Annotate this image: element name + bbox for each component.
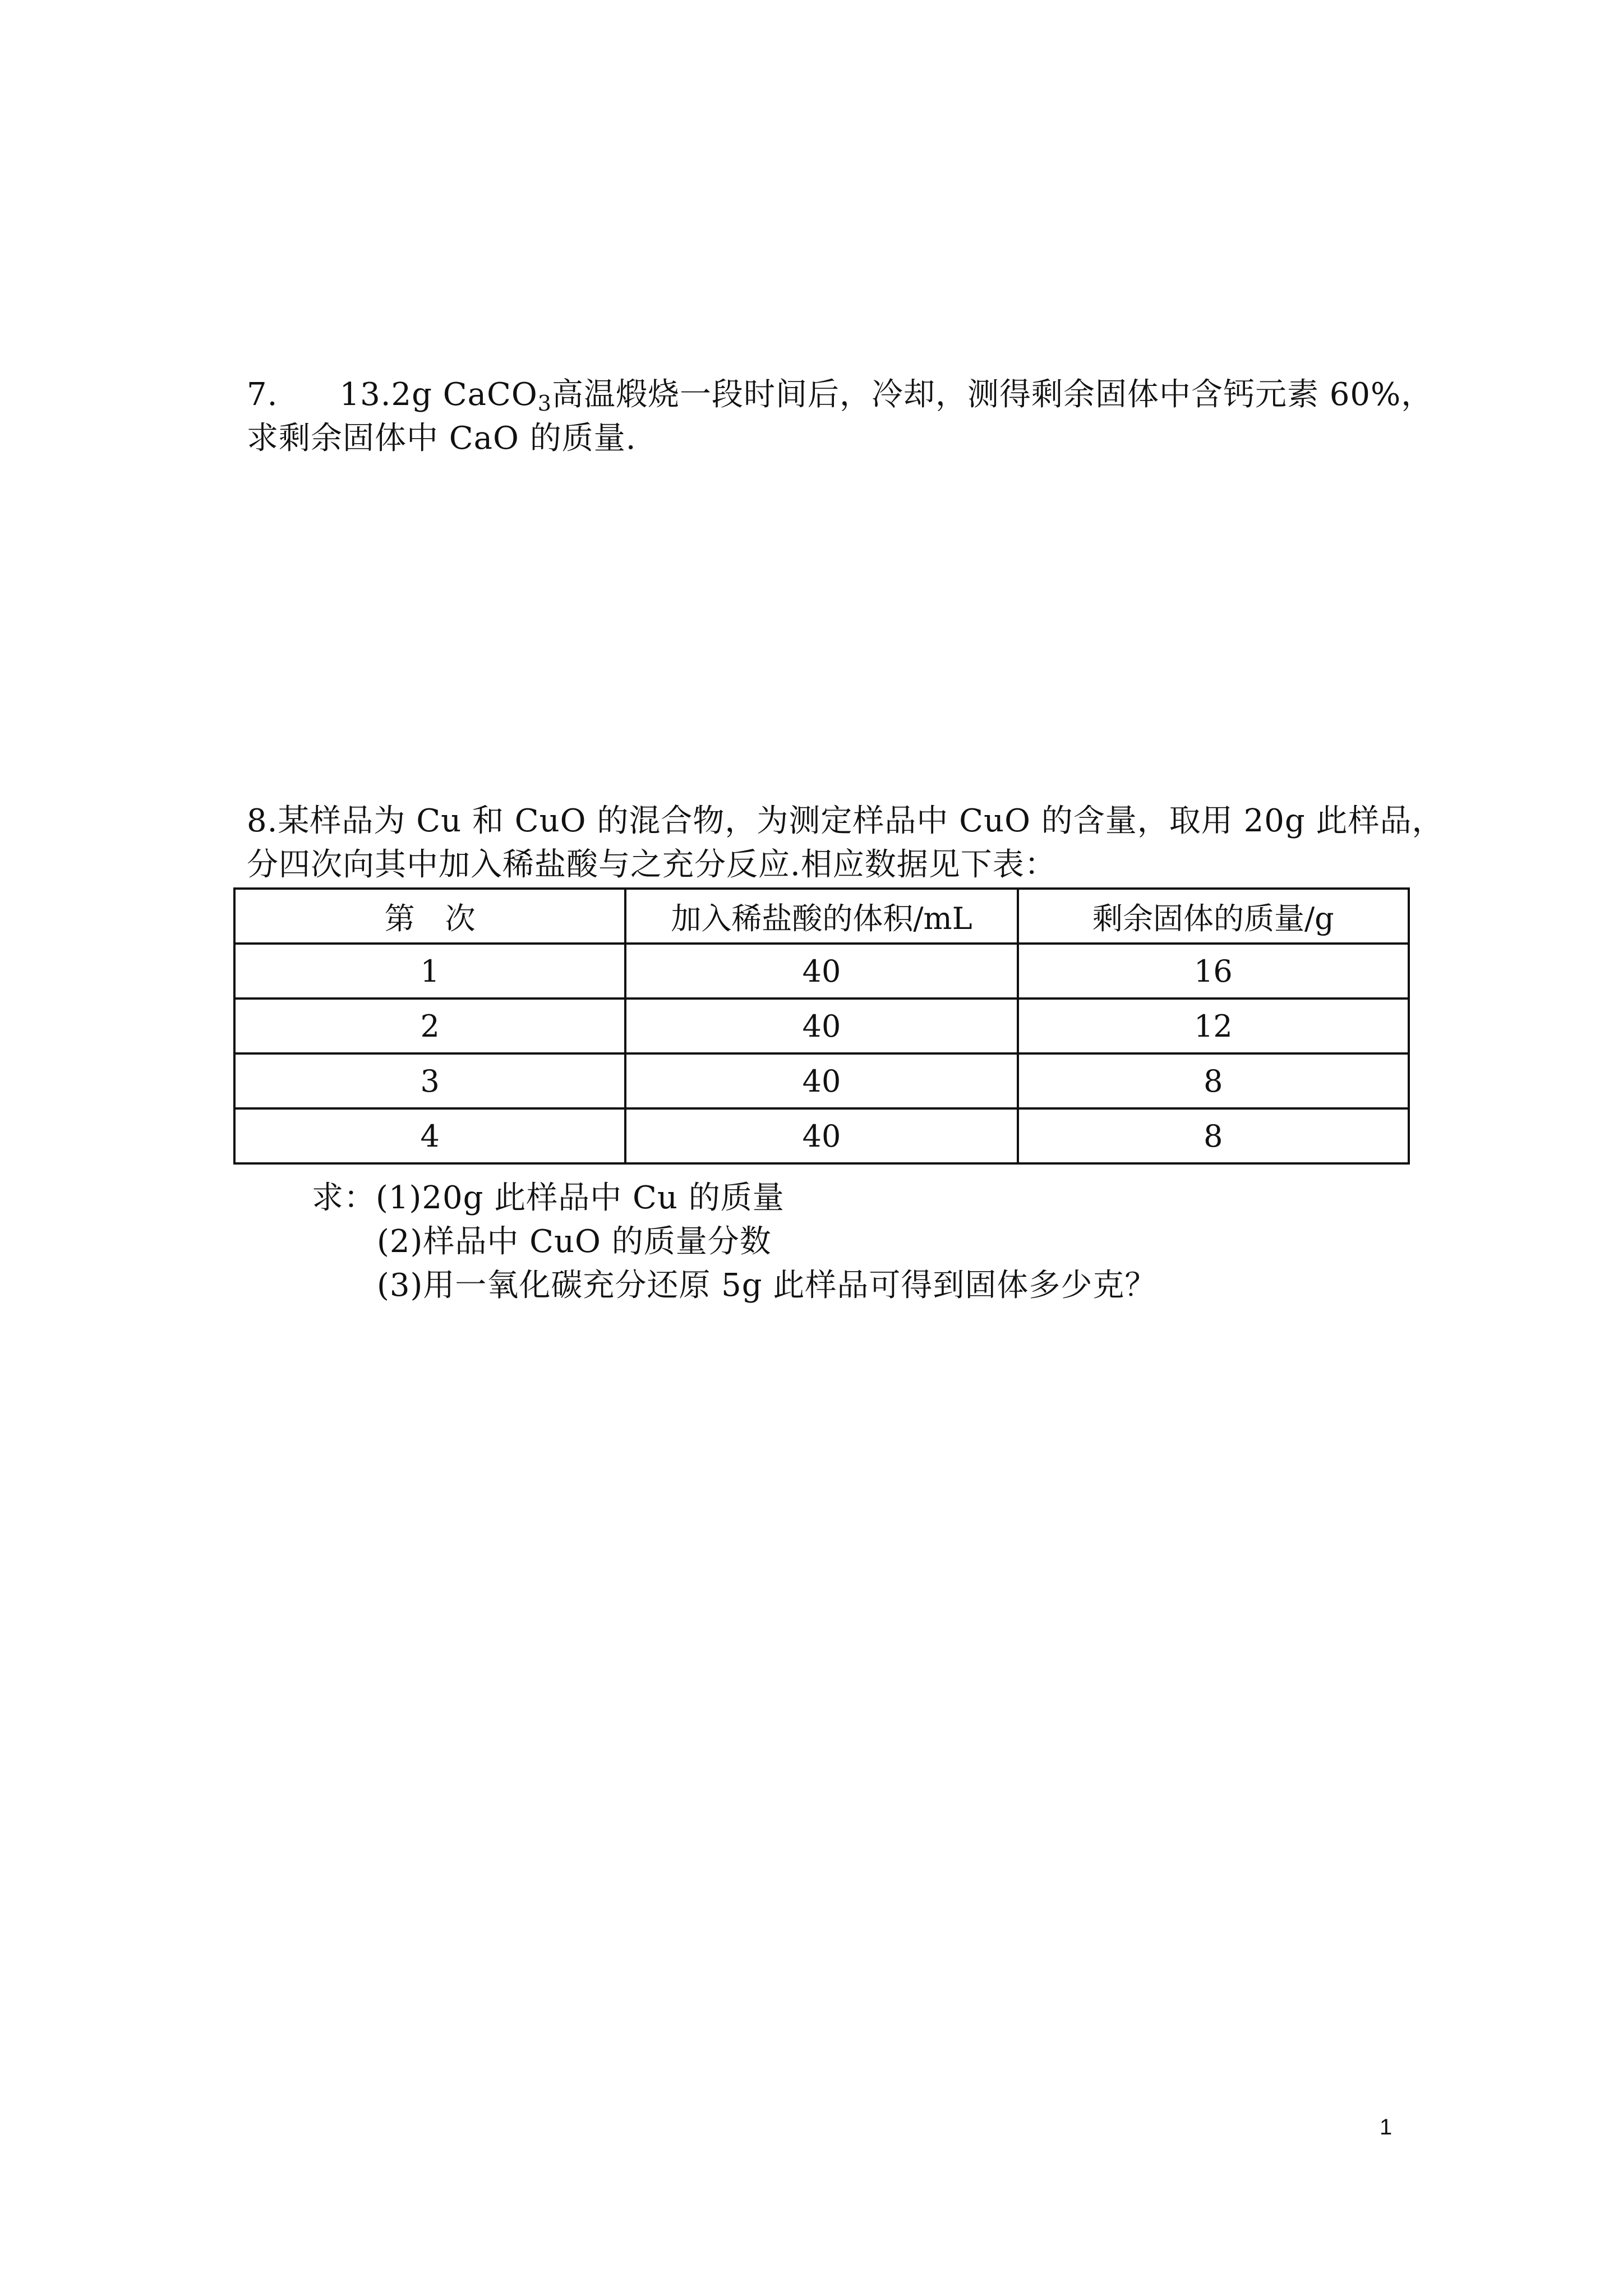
header-cell-trial: 第 次 — [234, 889, 625, 944]
table-cell: 8 — [1018, 1108, 1409, 1163]
table-cell: 16 — [1018, 944, 1409, 999]
q8-ask-2: (2)样品中 CuO 的质量分数 — [377, 1223, 772, 1260]
q7-text: 高温煅烧一段时间后，冷却，测得剩余固体中含钙元素 60%， — [551, 376, 1433, 413]
table-row — [234, 1053, 1409, 1108]
table-header-row — [234, 889, 1409, 944]
q8-line-2: 分四次向其中加入稀盐酸与之充分反应.相应数据见下表： — [247, 846, 1057, 883]
table-cell: 2 — [234, 999, 625, 1053]
q7-number: 7. — [247, 376, 278, 413]
header-cell-acid-volume: 加入稀盐酸的体积/mL — [625, 889, 1017, 944]
q8-data-table — [233, 887, 1410, 1165]
table-row — [234, 1108, 1409, 1163]
table-row — [234, 999, 1409, 1053]
q7-subscript: 3 — [537, 391, 552, 416]
table-cell: 40 — [625, 1108, 1017, 1163]
table-cell: 4 — [234, 1108, 625, 1163]
header-cell-remaining-mass: 剩余固体的质量/g — [1018, 889, 1409, 944]
q8-ask-3: (3)用一氧化碳充分还原 5g 此样品可得到固体多少克？ — [377, 1267, 1157, 1304]
table-cell: 3 — [234, 1053, 625, 1108]
table-cell: 40 — [625, 1053, 1017, 1108]
q8-ask-1: 求：(1)20g 此样品中 Cu 的质量 — [312, 1180, 785, 1216]
table-cell: 12 — [1018, 999, 1409, 1053]
table-cell: 40 — [625, 999, 1017, 1053]
table-cell: 8 — [1018, 1053, 1409, 1108]
q7-line-2: 求剩余固体中 CaO 的质量. — [247, 420, 637, 457]
q8-line-1: 8.某样品为 Cu 和 CuO 的混合物，为测定样品中 CuO 的含量，取用 20g 此样品， — [247, 803, 1444, 839]
page-number: 1 — [1380, 2115, 1393, 2139]
q7-mass-formula: 13.2g CaCO — [339, 376, 538, 413]
table-cell: 40 — [625, 944, 1017, 999]
table-cell: 1 — [234, 944, 625, 999]
q7-line-1 — [247, 375, 1433, 415]
table-row — [234, 944, 1409, 999]
